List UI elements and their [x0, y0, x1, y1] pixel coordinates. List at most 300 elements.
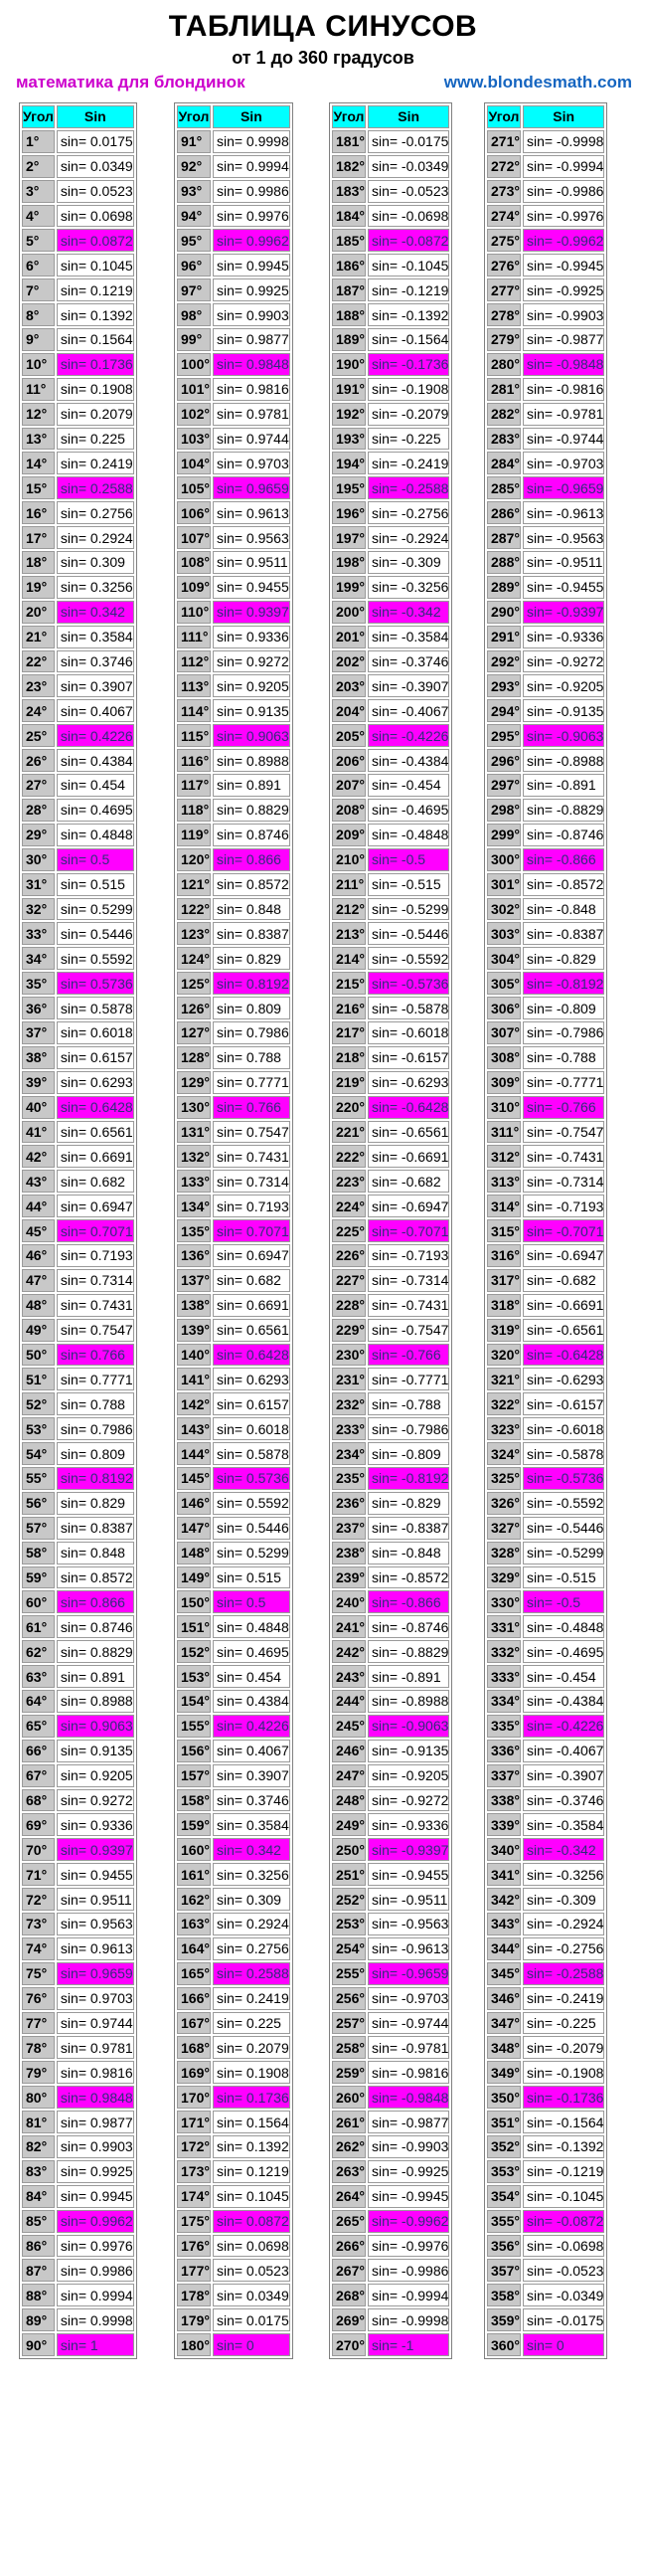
sin-value-cell: sin= 0.9703 [57, 1987, 134, 2010]
sin-value-cell: sin= -0.7071 [523, 1219, 604, 1242]
angle-cell: 153° [177, 1665, 211, 1688]
table-row [487, 576, 604, 599]
table-row [177, 1344, 290, 1367]
table-row [332, 1442, 449, 1465]
table-row [487, 476, 604, 499]
table-row [177, 2160, 290, 2183]
angle-cell: 224° [332, 1195, 366, 1217]
angle-cell: 166° [177, 1987, 211, 2010]
sin-value-cell: sin= -0.1219 [368, 278, 449, 301]
angle-cell: 46° [22, 1244, 55, 1267]
table-row [332, 476, 449, 499]
angle-cell: 48° [22, 1294, 55, 1317]
sin-value-cell: sin= -0.2588 [523, 1962, 604, 1985]
sin-value-cell: sin= 0.9848 [213, 353, 290, 376]
angle-cell: 266° [332, 2235, 366, 2258]
sin-value-cell: sin= 0.7193 [57, 1244, 134, 1267]
angle-cell: 52° [22, 1392, 55, 1415]
sin-value-cell: sin= -0.7071 [368, 1219, 449, 1242]
sin-value-cell: sin= 0.866 [57, 1590, 134, 1613]
table-row [332, 452, 449, 474]
table-row [487, 1145, 604, 1168]
sin-value-cell: sin= -0.848 [368, 1542, 449, 1564]
sin-value-cell: sin= 0.6157 [213, 1392, 290, 1415]
sin-value-cell: sin= 0.5 [57, 848, 134, 871]
table-row [487, 873, 604, 896]
table-row [332, 155, 449, 178]
angle-cell: 286° [487, 501, 521, 524]
table-header-row [177, 105, 290, 128]
table-row [22, 1344, 134, 1367]
table-row [22, 576, 134, 599]
sin-value-cell: sin= 0.5446 [57, 922, 134, 945]
sin-value-cell: sin= 0.0698 [57, 205, 134, 228]
sin-value-cell: sin= -0.0698 [523, 2235, 604, 2258]
angle-cell: 122° [177, 898, 211, 921]
table-row [22, 1863, 134, 1886]
sin-value-cell: sin= 0.9903 [57, 2135, 134, 2158]
angle-cell: 323° [487, 1417, 521, 1440]
table-row [177, 428, 290, 451]
angle-cell: 249° [332, 1813, 366, 1836]
sin-value-cell: sin= -0.7771 [368, 1368, 449, 1390]
sin-value-cell: sin= 0.866 [213, 848, 290, 871]
table-row [487, 2012, 604, 2035]
brand-tagline: математика для блондинок [16, 73, 245, 92]
table-row [332, 130, 449, 153]
table-row [177, 1442, 290, 1465]
sin-value-cell: sin= 0.1736 [213, 2086, 290, 2109]
sin-value-cell: sin= 0.454 [57, 774, 134, 797]
angle-cell: 54° [22, 1442, 55, 1465]
sin-value-cell: sin= 0.3907 [213, 1764, 290, 1787]
column-header-angle: Угол [177, 105, 211, 128]
angle-cell: 342° [487, 1888, 521, 1911]
table-row [487, 229, 604, 252]
sin-value-cell: sin= -0.9272 [523, 650, 604, 673]
angle-cell: 316° [487, 1244, 521, 1267]
sin-value-cell: sin= -0.6947 [523, 1244, 604, 1267]
sin-value-cell: sin= 0.7071 [213, 1219, 290, 1242]
angle-cell: 83° [22, 2160, 55, 2183]
angle-cell: 44° [22, 1195, 55, 1217]
sin-value-cell: sin= 0.3584 [57, 626, 134, 648]
table-row [487, 848, 604, 871]
angle-cell: 190° [332, 353, 366, 376]
angle-cell: 349° [487, 2061, 521, 2084]
table-row [487, 1937, 604, 1960]
sin-value-cell: sin= -0.682 [523, 1269, 604, 1292]
angle-cell: 207° [332, 774, 366, 797]
sin-value-cell: sin= -0.3584 [368, 626, 449, 648]
sin-value-cell: sin= 0.9744 [57, 2012, 134, 2035]
table-row [487, 1987, 604, 2010]
sin-value-cell: sin= 0.9976 [57, 2235, 134, 2258]
table-row [22, 1690, 134, 1713]
table-row [487, 303, 604, 326]
table-row [332, 2308, 449, 2331]
table-row [22, 1962, 134, 1985]
sin-value-cell: sin= -0.5736 [368, 972, 449, 995]
sin-value-cell: sin= -0.9659 [368, 1962, 449, 1985]
table-row [487, 1195, 604, 1217]
sin-value-cell: sin= 0.891 [213, 774, 290, 797]
angle-cell: 192° [332, 403, 366, 426]
angle-cell: 358° [487, 2284, 521, 2306]
sin-value-cell: sin= -0.225 [523, 2012, 604, 2035]
angle-cell: 236° [332, 1492, 366, 1515]
table-row [332, 229, 449, 252]
sin-value-cell: sin= 0.829 [213, 947, 290, 970]
sin-value-cell: sin= -0.454 [523, 1665, 604, 1688]
sin-value-cell: sin= -0.788 [523, 1046, 604, 1069]
sin-value-cell: sin= 0.9925 [213, 278, 290, 301]
table-row [177, 1715, 290, 1738]
table-row [487, 254, 604, 276]
sin-value-cell: sin= -0.5446 [368, 922, 449, 945]
table-row [332, 328, 449, 351]
sin-value-cell: sin= -0.5446 [523, 1517, 604, 1540]
table-row [22, 1145, 134, 1168]
angle-cell: 244° [332, 1690, 366, 1713]
table-row [332, 428, 449, 451]
sin-value-cell: sin= -0.9816 [368, 2061, 449, 2084]
angle-cell: 34° [22, 947, 55, 970]
angle-cell: 76° [22, 1987, 55, 2010]
angle-cell: 337° [487, 1764, 521, 1787]
table-row [487, 1319, 604, 1342]
column-header-angle: Угол [487, 105, 521, 128]
table-header-row [487, 105, 604, 128]
sin-value-cell: sin= 0.1908 [57, 378, 134, 401]
angle-cell: 205° [332, 724, 366, 747]
table-row [332, 1392, 449, 1415]
sin-value-cell: sin= 0.6157 [57, 1046, 134, 1069]
sin-value-cell: sin= 0.1564 [57, 328, 134, 351]
angle-cell: 330° [487, 1590, 521, 1613]
sin-value-cell: sin= -0.766 [368, 1344, 449, 1367]
sin-value-cell: sin= -0.3256 [368, 576, 449, 599]
column-header-angle: Угол [332, 105, 366, 128]
angle-cell: 308° [487, 1046, 521, 1069]
angle-cell: 164° [177, 1937, 211, 1960]
angle-cell: 77° [22, 2012, 55, 2035]
table-row [487, 1096, 604, 1119]
angle-cell: 58° [22, 1542, 55, 1564]
table-row [177, 2135, 290, 2158]
table-row [332, 1046, 449, 1069]
table-row [177, 1566, 290, 1589]
table-row [177, 1392, 290, 1415]
angle-cell: 96° [177, 254, 211, 276]
sin-value-cell: sin= -0.9272 [368, 1789, 449, 1812]
sin-value-cell: sin= 0.9986 [57, 2259, 134, 2282]
table-row [332, 1764, 449, 1787]
table-row [22, 1021, 134, 1044]
angle-cell: 61° [22, 1615, 55, 1638]
angle-cell: 163° [177, 1913, 211, 1935]
angle-cell: 150° [177, 1590, 211, 1613]
table-row [22, 972, 134, 995]
sin-value-cell: sin= -0.9205 [368, 1764, 449, 1787]
angle-cell: 98° [177, 303, 211, 326]
sin-value-cell: sin= 0.6428 [57, 1096, 134, 1119]
table-row [22, 922, 134, 945]
table-row [487, 1690, 604, 1713]
sin-value-cell: sin= -0.6691 [368, 1145, 449, 1168]
angle-cell: 174° [177, 2185, 211, 2208]
table-row [487, 774, 604, 797]
page-title: ТАБЛИЦА СИНУСОВ [168, 10, 478, 43]
sin-value-cell: sin= -0.9903 [368, 2135, 449, 2158]
angle-cell: 296° [487, 749, 521, 772]
angle-cell: 114° [177, 699, 211, 722]
angle-cell: 29° [22, 824, 55, 846]
angle-cell: 176° [177, 2235, 211, 2258]
angle-cell: 218° [332, 1046, 366, 1069]
angle-cell: 332° [487, 1640, 521, 1663]
table-row [332, 526, 449, 549]
sin-value-cell: sin= -0.1564 [523, 2111, 604, 2133]
table-row [22, 1566, 134, 1589]
table-row [177, 2012, 290, 2035]
sin-value-cell: sin= -0.8988 [523, 749, 604, 772]
table-row [332, 1913, 449, 1935]
sin-value-cell: sin= -0.5 [523, 1590, 604, 1613]
sin-value-cell: sin= 0.9336 [57, 1813, 134, 1836]
sin-value-cell: sin= 0.0175 [57, 130, 134, 153]
angle-cell: 16° [22, 501, 55, 524]
angle-cell: 340° [487, 1838, 521, 1861]
table-row [487, 1467, 604, 1490]
sin-value-cell: sin= 0.1392 [213, 2135, 290, 2158]
angle-cell: 259° [332, 2061, 366, 2084]
sin-value-cell: sin= 0.9994 [213, 155, 290, 178]
table-row [22, 526, 134, 549]
sin-value-cell: sin= 0.9563 [57, 1913, 134, 1935]
table-row [22, 155, 134, 178]
angle-cell: 238° [332, 1542, 366, 1564]
angle-cell: 260° [332, 2086, 366, 2109]
angle-cell: 202° [332, 650, 366, 673]
angle-cell: 309° [487, 1071, 521, 1094]
angle-cell: 227° [332, 1269, 366, 1292]
angle-cell: 18° [22, 551, 55, 574]
sin-value-cell: sin= 0.515 [57, 873, 134, 896]
sin-value-cell: sin= -0.342 [368, 601, 449, 624]
table-row [332, 1294, 449, 1317]
table-row [177, 626, 290, 648]
table-row [487, 1542, 604, 1564]
table-row [487, 1517, 604, 1540]
angle-cell: 157° [177, 1764, 211, 1787]
sin-value-cell: sin= 0.8829 [213, 799, 290, 822]
table-row [332, 2210, 449, 2233]
angle-cell: 344° [487, 1937, 521, 1960]
sin-value-cell: sin= -0.9976 [368, 2235, 449, 2258]
angle-cell: 313° [487, 1170, 521, 1193]
sin-value-cell: sin= -0.9925 [368, 2160, 449, 2183]
angle-cell: 1° [22, 130, 55, 153]
angle-cell: 4° [22, 205, 55, 228]
angle-cell: 107° [177, 526, 211, 549]
sin-value-cell: sin= -0.6428 [368, 1096, 449, 1119]
angle-cell: 45° [22, 1219, 55, 1242]
table-row [487, 1269, 604, 1292]
sin-value-cell: sin= -0.766 [523, 1096, 604, 1119]
sin-value-cell: sin= -0.2924 [368, 526, 449, 549]
angle-cell: 353° [487, 2160, 521, 2183]
table-row [177, 1962, 290, 1985]
angle-cell: 302° [487, 898, 521, 921]
sin-value-cell: sin= -0.2756 [368, 501, 449, 524]
angle-cell: 272° [487, 155, 521, 178]
table-row [332, 1170, 449, 1193]
table-row [177, 1517, 290, 1540]
sin-value-cell: sin= -0.9063 [523, 724, 604, 747]
sin-value-cell: sin= -0.5592 [368, 947, 449, 970]
sin-value-cell: sin= 0.342 [213, 1838, 290, 1861]
angle-cell: 329° [487, 1566, 521, 1589]
angle-cell: 59° [22, 1566, 55, 1589]
table-row [22, 2308, 134, 2331]
sin-value-cell: sin= -0.8192 [523, 972, 604, 995]
angle-cell: 306° [487, 997, 521, 1019]
sin-value-cell: sin= -0.9781 [368, 2036, 449, 2059]
angle-cell: 66° [22, 1740, 55, 1762]
table-row [487, 1863, 604, 1886]
table-row [22, 898, 134, 921]
sin-value-cell: sin= -0.682 [368, 1170, 449, 1193]
angle-cell: 125° [177, 972, 211, 995]
site-link[interactable]: www.blondesmath.com [443, 73, 632, 92]
angle-cell: 226° [332, 1244, 366, 1267]
sin-value-cell: sin= 0.9781 [57, 2036, 134, 2059]
table-row [177, 1987, 290, 2010]
table-row [22, 1392, 134, 1415]
table-row [332, 353, 449, 376]
angle-cell: 6° [22, 254, 55, 276]
angle-cell: 355° [487, 2210, 521, 2233]
angle-cell: 269° [332, 2308, 366, 2331]
table-row [487, 2308, 604, 2331]
sin-value-cell: sin= 0.9063 [213, 724, 290, 747]
table-row [332, 1789, 449, 1812]
table-row [22, 626, 134, 648]
angle-cell: 282° [487, 403, 521, 426]
sin-value-cell: sin= 0.3907 [57, 674, 134, 697]
angle-cell: 357° [487, 2259, 521, 2282]
angle-cell: 283° [487, 428, 521, 451]
angle-cell: 183° [332, 180, 366, 203]
sin-value-cell: sin= 0.9397 [213, 601, 290, 624]
angle-cell: 115° [177, 724, 211, 747]
table-row [487, 799, 604, 822]
angle-cell: 359° [487, 2308, 521, 2331]
table-row [487, 1789, 604, 1812]
table-row [22, 2160, 134, 2183]
sin-value-cell: sin= 0.809 [213, 997, 290, 1019]
table-row [332, 1863, 449, 1886]
sin-value-cell: sin= 0 [523, 2333, 604, 2356]
sin-value-cell: sin= -0.7986 [523, 1021, 604, 1044]
table-row [332, 1813, 449, 1836]
table-row [177, 328, 290, 351]
table-row [22, 1937, 134, 1960]
angle-cell: 130° [177, 1096, 211, 1119]
angle-cell: 276° [487, 254, 521, 276]
sin-value-cell: sin= 0.1219 [213, 2160, 290, 2183]
sin-value-cell: sin= 0.3746 [57, 650, 134, 673]
sin-value-cell: sin= -0.9976 [523, 205, 604, 228]
sin-value-cell: sin= 0.0175 [213, 2308, 290, 2331]
table-row [177, 1764, 290, 1787]
table-row [177, 2111, 290, 2133]
sin-value-cell: sin= 0.0523 [213, 2259, 290, 2282]
sin-value-cell: sin= -0.9925 [523, 278, 604, 301]
table-row [177, 403, 290, 426]
sin-value-cell: sin= -0.6293 [523, 1368, 604, 1390]
sin-value-cell: sin= -0.9563 [523, 526, 604, 549]
angle-cell: 197° [332, 526, 366, 549]
angle-cell: 89° [22, 2308, 55, 2331]
angle-cell: 169° [177, 2061, 211, 2084]
angle-cell: 172° [177, 2135, 211, 2158]
angle-cell: 159° [177, 1813, 211, 1836]
sin-value-cell: sin= 0.6018 [213, 1417, 290, 1440]
sin-value-cell: sin= -0.3907 [523, 1764, 604, 1787]
sin-value-cell: sin= -0.6947 [368, 1195, 449, 1217]
sine-table-181-270 [329, 102, 452, 2359]
table-row [332, 1244, 449, 1267]
table-row [332, 1368, 449, 1390]
table-row [177, 1789, 290, 1812]
table-row [22, 1715, 134, 1738]
angle-cell: 268° [332, 2284, 366, 2306]
sin-value-cell: sin= -0.4067 [523, 1740, 604, 1762]
table-row [22, 799, 134, 822]
sin-value-cell: sin= -0.0349 [368, 155, 449, 178]
sin-value-cell: sin= 0.4226 [213, 1715, 290, 1738]
table-row [22, 749, 134, 772]
angle-cell: 57° [22, 1517, 55, 1540]
sin-value-cell: sin= 0.9511 [213, 551, 290, 574]
table-row [177, 2036, 290, 2059]
angle-cell: 90° [22, 2333, 55, 2356]
table-row [177, 1294, 290, 1317]
column-header-angle: Угол [22, 105, 55, 128]
table-row [177, 1690, 290, 1713]
table-row [22, 873, 134, 896]
angle-cell: 149° [177, 1566, 211, 1589]
angle-cell: 124° [177, 947, 211, 970]
table-row [22, 254, 134, 276]
table-row [487, 2185, 604, 2208]
angle-cell: 47° [22, 1269, 55, 1292]
angle-cell: 82° [22, 2135, 55, 2158]
angle-cell: 87° [22, 2259, 55, 2282]
angle-cell: 105° [177, 476, 211, 499]
table-row [332, 205, 449, 228]
angle-cell: 78° [22, 2036, 55, 2059]
angle-cell: 80° [22, 2086, 55, 2109]
angle-cell: 10° [22, 353, 55, 376]
angle-cell: 64° [22, 1690, 55, 1713]
sin-value-cell: sin= -0.6018 [523, 1417, 604, 1440]
sin-value-cell: sin= 0.848 [213, 898, 290, 921]
table-row [487, 1813, 604, 1836]
angle-cell: 55° [22, 1467, 55, 1490]
